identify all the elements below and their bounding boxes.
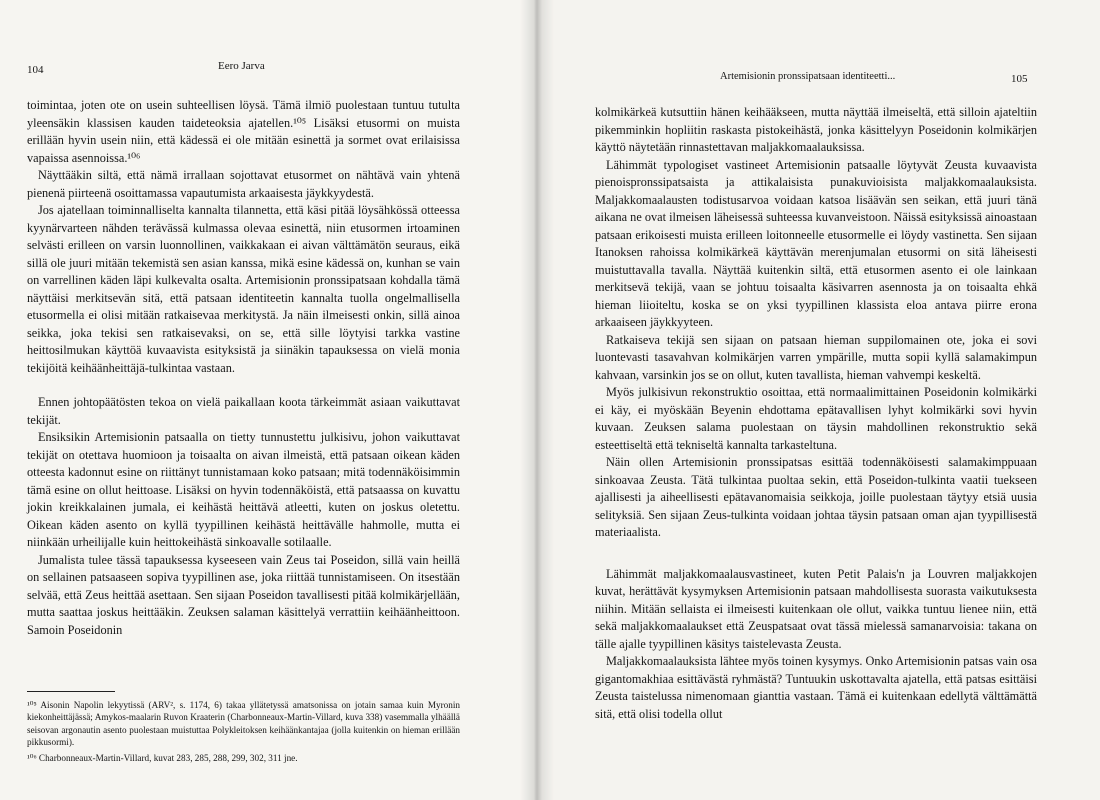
right-running-head: Artemisionin pronssipatsaan identiteetti... (720, 71, 896, 82)
footnote: ¹⁰⁶ Charbonneaux-Martin-Villard, kuvat 283, 285, 288, 299, 302, 311 jne. (27, 752, 298, 763)
right-page-number: 105 (1011, 73, 1028, 85)
footnote: ¹⁰⁵ Aisonin Napolin lekyytissä (ARV², s. 1174, 6) takaa yllätetyssä amatsonissa on jotain samaa kuin Myronin kiekonheittäjässä; Amykos-maalarin Ruvon Kraaterin (Charbonneaux-Martin-Villard, kuva 338) vasemmalla ylhäällä seisovan argonautin asento puolestaan muistuttaa Polykleitoksen keihäänkantajaa (jolla kuitenkin on hieman erillään pikkusormi). (27, 700, 460, 748)
paragraph: Lähimmät maljakkomaalausvastineet, kuten Petit Palais'n ja Louvren maljakkojen kuvat, herättävät kysymyksen Artemisionin patsaan mahdollisesta suorasta vaikutuksesta niihin. Mitään sellaista ei ilmeisesti kuitenkaan ole ollut, vaikka tuntuu lienee niin, että sekä maljakkomaalaukset että Zeuspatsaat ovat tässä mielessä samanarvoisia: takana on tälle ajalle tyypillinen käsitys taistelevasta Zeusta. (595, 566, 1037, 651)
paragraph: Ennen johtopäätösten tekoa on vielä paikallaan koota tärkeimmät asiaan vaikuttavat tekijät. (27, 395, 460, 427)
paragraph: Jos ajatellaan toiminnalliselta kannalta tilannetta, että käsi pitää löysähkössä otteessa kyynärvarteen nähden terävässä kulmassa olevaa esinettä, niin etusormen irtoaminen selvästi erilleen on varsin luonnollinen, vaikkakaan ei aivan välttämätön seuraus, eikä sillä ole juuri mitään tekemistä sen asian kanssa, mikä esine kädessä on, kunhan se vain on varrellinen käden läpi kulkevalta osalta. Artemisionin pronssipatsaan kohdalla tämä näyttäisi merkitsevän sitä, että patsaan identiteetin kannalta tuolla ongelmallisella etusormella ei olisi mitään ratkaisevaa merkitystä. Ja näin ilmeisesti onkin, sillä ainoa seikka, joka tekisi sen ratkaisevaksi, on se, että sille löytyisi tarkka vastine heittosilmukan käyttöä kuvaavista esityksistä ja siinäkin tapauksessa on vielä monia tekijöitä keihäänheittäjä-tulkintaa vastaan. (27, 203, 460, 375)
right-page (535, 0, 1100, 800)
paragraph: toimintaa, joten ote on usein suhteellisen löysä. Tämä ilmiö puolestaan tuntuu tutulta yleensäkin klassisen kauden taideteoksia ajatellen.¹⁰⁵ Lisäksi etusormi on muista erillään hyvin usein niin, että kädessä ei ole mitään esinettä ja sormet ovat erilaisissa vapaissa asennoissa.¹⁰⁶ (27, 98, 460, 165)
footnotes (27, 699, 460, 764)
paragraph: Jumalista tulee tässä tapauksessa kyseeseen vain Zeus tai Poseidon, sillä vain heillä on sellainen patsaaseen sopiva tyypillinen ase, joka riittää tunnistamiseen. On itsestään selvää, että Zeus heittää asettaan. Sen sijaan Poseidon tavallisesti pitää kolmikärjellään, mutta saattaa joskus heittääkin. Zeuksen salaman käsittelyä verrattiin keihäänheittoon. Samoin Poseidonin (27, 552, 460, 637)
paragraph: Maljakkomaalauksista lähtee myös toinen kysymys. Onko Artemisionin patsas vain osa gigantomakhiaa esittävästä ryhmästä? Tuntuukin uskottavalta ajatella, että patsas esittäisi Zeusta taistelussa nimenomaan gianttia vastaan. Tämä ei kuitenkaan edellytä välttämättä sitä, että olisi todella ollut (595, 654, 1038, 721)
footnote-divider (27, 691, 115, 692)
right-body-text (595, 104, 1037, 723)
paragraph: Lähimmät typologiset vastineet Artemisionin patsaalle löytyvät Zeusta kuvaavista pienoispronssipatsaista ja attikalaisista punakuvioisista maljakkomaalauksista. Maljakkomaalausten todistusarvoa voidaan katsoa lisäävän sen seikan, että juuri tänä aikana ne ovat ilmeisen läheisessä suhteessa kuvanveistoon. Näissä esityksissä ainoastaan patsaan erikoisesti muista erilleen loitonneelle etusormelle ei löydy vastinetta. Sen sijaan Itanoksen rahoissa kolmikärkeä käyttävän merenjumalan etusormi on sitä läheisesti muistuttavalla tavalla. Näyttää kuitenkin siltä, että etusormen asento ei ole lainkaan merkitsevä tekijä, vaan se johtuu toisaalta käsivarren asennosta ja on toisaalta ehkä hieman liioiteltu, koska se on yksi tyypillinen klassista eloa antava piirre erona arkaaiseen jäykkyyteen. (595, 157, 1037, 329)
paragraph: Ensiksikin Artemisionin patsaalla on tietty tunnustettu julkisivu, johon vaikuttavat tekijät on otettava huomioon ja toisaalta on aivan ilmeistä, että patsaan oikean käden otteesta kadonnut esine on riittänyt tunnistamaan koko patsaan; mitä todennäköisimmin tämä esine on ollut heittoase. Lisäksi on hyvin todennäköistä, että patsaassa on kuvattu jokin kreikkalainen jumala, ei keihästä heittävä atleetti, kuten on joskus oletettu. Oikean käden asento on kyllä tyypillinen keihästä heittävälle hahmolle, mutta ei niinkään urheilijalle kuin heittokeihästä sinkoavalle sotilaalle. (27, 430, 460, 549)
left-running-head: Eero Jarva (218, 60, 265, 72)
paragraph: Näin ollen Artemisionin pronssipatsas esittää todennäköisesti salamakimppuaan sinkoavaa Zeusta. Tätä tulkintaa puoltaa sekin, että Poseidon-tulkinta vaatii tuekseen ajallisesti ja aiheellisesti epätavanomaisia seikkoja, joille puolestaan täytyy etsiä uusia selityksiä. Sen sijaan Zeus-tulkinta voidaan johtaa täysin patsaan oman ajan tyypillisestä materiaalista. (595, 455, 1037, 539)
paragraph: Myös julkisivun rekonstruktio osoittaa, että normaalimittainen Poseidonin kolmikärki ei käy, ei myöskään Beyenin ehdottama epätavallisen lyhyt kolmikärki sovi hyvin kuvaan. Zeuksen salama puolestaan on täysin mahdollinen rekonstruktio sekä esteettiseltä että tekniseltä kannalta tarkasteltuna. (595, 385, 1037, 452)
paragraph: Näyttääkin siltä, että nämä irrallaan sojottavat etusormet on nähtävä vain yhtenä pienenä piirteenä osoittamassa vapautumista arkaaisesta jäykkyydestä. (27, 168, 460, 200)
left-page (0, 0, 535, 800)
paragraph: kolmikärkeä kutsuttiin hänen keihääkseen, mutta näyttää ilmeiseltä, että silloin ajateltiin pikemminkin hopliitin raskasta pistokeihästä, jonka käsittelyyn Poseidonin kolmikärjen käyttö näytetään rinnastettavan maljakkomaalauksissa. (595, 105, 1037, 154)
left-body-text (27, 97, 460, 639)
paragraph: Ratkaiseva tekijä sen sijaan on patsaan hieman suppilomainen ote, joka ei sovi luontevasti tasavahvan kolmikärjen varren ympärille, mutta sopii kyllä salamakimpun kahvaan, varsinkin jos se on ollut, kuten tavallista, hieman vahvempi keskeltä. (595, 332, 1037, 382)
left-page-number: 104 (27, 64, 44, 76)
